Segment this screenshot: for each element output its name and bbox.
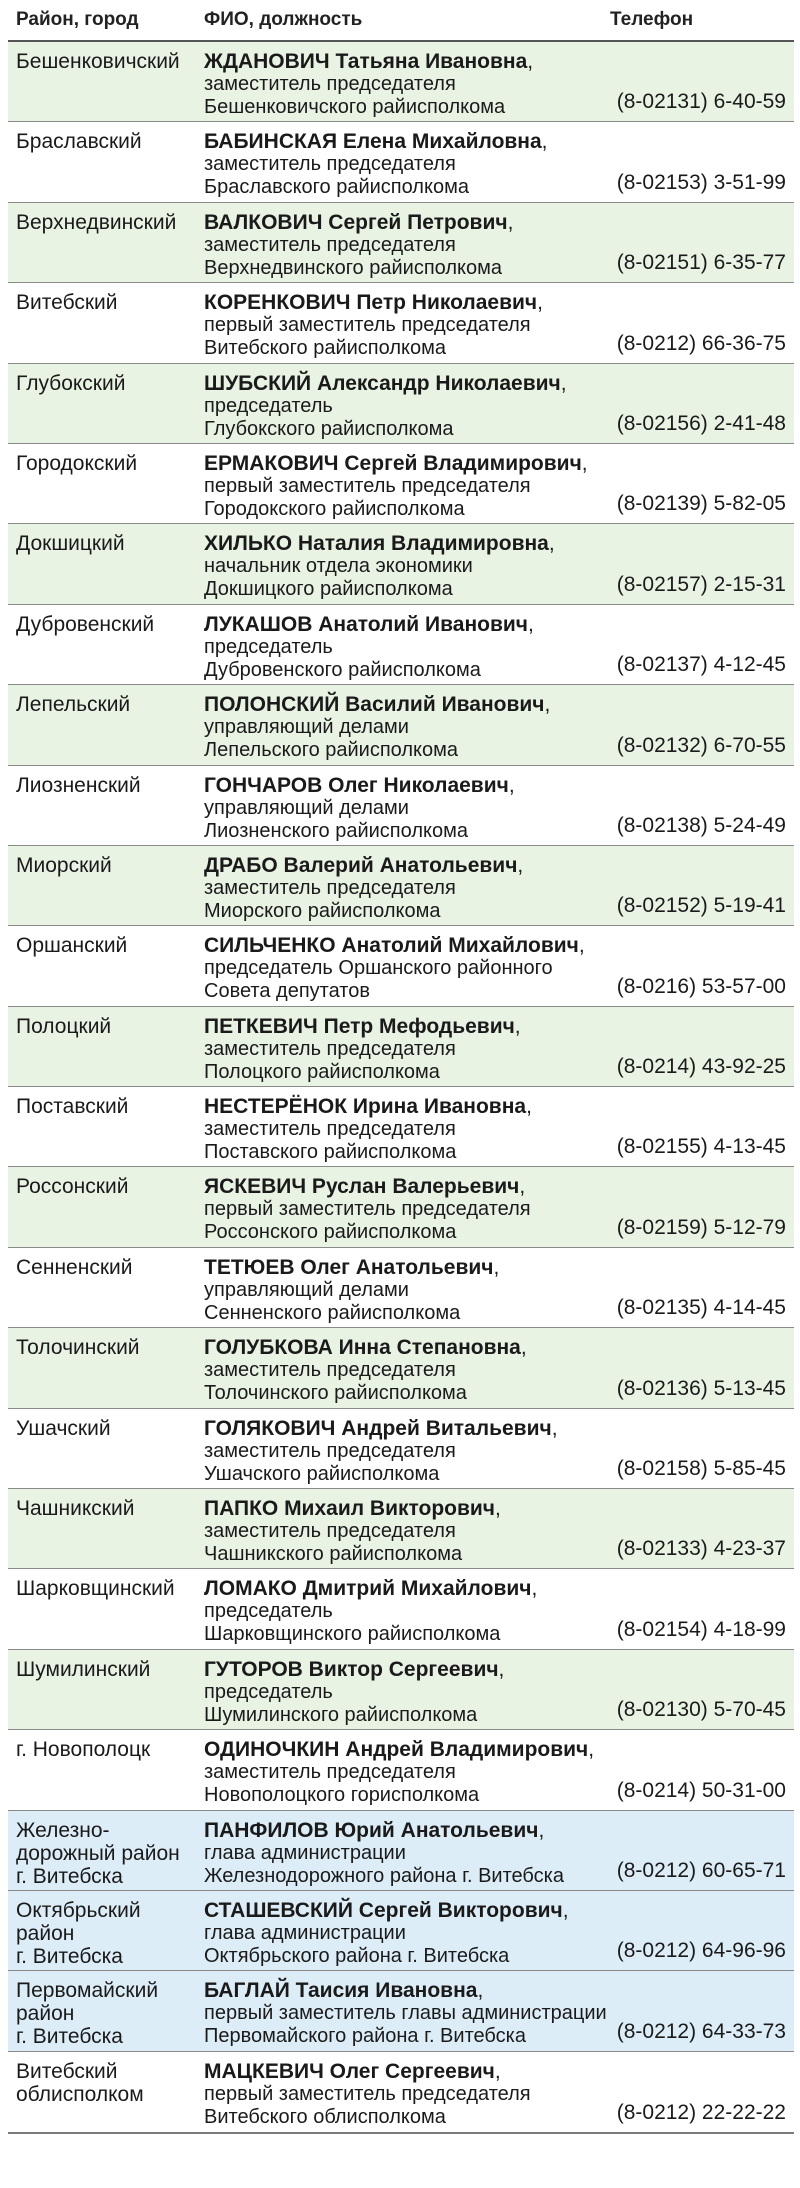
table-row <box>8 605 794 685</box>
person-position: заместитель председателя Браславского райисполкома <box>204 153 469 199</box>
name-separator: , <box>588 1738 595 1762</box>
person-cell <box>204 1015 644 1084</box>
name-separator: , <box>498 1657 505 1681</box>
person-position: заместитель председателя Полоцкого райисполкома <box>204 1037 456 1083</box>
table-row <box>8 203 794 283</box>
person-cell <box>204 130 644 199</box>
phone-cell: (8-02158) 5-85-45 <box>616 1457 786 1481</box>
name-separator: , <box>493 1255 500 1279</box>
person-name: СИЛЬЧЕНКО Анатолий Михайлович <box>204 934 579 958</box>
region-cell: Поставский <box>16 1095 129 1119</box>
person-name: БАГЛАЙ Таисия Ивановна <box>204 1979 478 2003</box>
person-cell <box>204 1095 644 1164</box>
name-separator: , <box>507 210 514 234</box>
table-row <box>8 1409 794 1489</box>
region-cell: Октябрьский район г. Витебска <box>16 1898 141 1968</box>
table-row <box>8 1971 794 2051</box>
person-cell <box>204 1256 644 1325</box>
person-position: глава администрации Железнодорожного района г. Витебска <box>204 1841 564 1887</box>
person-position: глава администрации Октябрьского района г. Витебска <box>204 1921 510 1967</box>
person-cell <box>204 532 644 601</box>
name-separator: , <box>494 2059 501 2083</box>
person-position: заместитель председателя Бешенковичского райисполкома <box>204 73 506 118</box>
person-position: заместитель председателя Ушачского райисполкома <box>204 1439 456 1485</box>
person-position: управляющий делами Лепельского райисполкома <box>204 716 459 762</box>
table-row <box>8 1328 794 1408</box>
person-name: ЖДАНОВИЧ Татьяна Ивановна <box>204 50 528 73</box>
table-row <box>8 122 794 202</box>
name-separator: , <box>526 1095 532 1119</box>
person-name: ВАЛКОВИЧ Сергей Петрович <box>204 210 508 234</box>
person-name: ОДИНОЧКИН Андрей Владимирович <box>204 1738 589 1762</box>
phone-cell: (8-02133) 4-23-37 <box>616 1537 786 1561</box>
person-name: ПАПКО Михаил Викторович <box>204 1497 495 1521</box>
person-position: председатель Оршанского районного Совета депутатов <box>204 957 553 1003</box>
table-row <box>8 1891 794 1971</box>
phone-cell: (8-02152) 5-19-41 <box>616 894 786 918</box>
phone-cell: (8-0216) 53-57-00 <box>616 974 786 998</box>
name-separator: , <box>560 371 567 395</box>
table-row <box>8 766 794 846</box>
person-position: председатель Дубровенского райисполкома <box>204 635 481 681</box>
person-position: первый заместитель председателя Витебского райисполкома <box>204 314 531 360</box>
person-name: ПЕТКЕВИЧ Петр Мефодьевич <box>204 1014 515 1038</box>
person-cell <box>204 1577 644 1646</box>
header-person: ФИО, должность <box>204 9 363 30</box>
person-name: НЕСТЕРЁНОК Ирина Ивановна <box>204 1095 527 1119</box>
region-cell: Витебский облисполком <box>16 2059 144 2106</box>
region-cell: Шарковщинский <box>16 1577 175 1601</box>
person-cell <box>204 693 644 762</box>
phone-cell: (8-02131) 6-40-59 <box>616 90 786 114</box>
phone-cell: (8-0212) 64-96-96 <box>616 1939 786 1963</box>
region-cell: Железно- дорожный район г. Витебска <box>16 1818 180 1888</box>
table-row <box>8 1730 794 1810</box>
name-separator: , <box>514 1014 521 1038</box>
person-cell <box>204 1175 644 1244</box>
region-cell: Первомайский район г. Витебска <box>16 1979 159 2049</box>
name-separator: , <box>519 1175 526 1199</box>
person-position: заместитель председателя Поставского райисполкома <box>204 1118 457 1164</box>
header-phone: Телефон <box>610 9 694 30</box>
phone-cell: (8-02135) 4-14-45 <box>616 1296 786 1320</box>
name-separator: , <box>578 934 585 958</box>
table-header <box>8 0 794 42</box>
name-separator: , <box>531 1577 538 1601</box>
person-cell <box>204 452 644 521</box>
person-cell <box>204 774 644 843</box>
person-name: КОРЕНКОВИЧ Петр Николаевич <box>204 291 538 315</box>
name-separator: , <box>537 291 543 315</box>
region-cell: Городокский <box>16 451 138 475</box>
person-position: начальник отдела экономики Докшицкого райисполкома <box>204 555 473 601</box>
person-cell <box>204 50 644 119</box>
phone-cell: (8-02138) 5-24-49 <box>616 813 786 837</box>
person-name: СТАШЕВСКИЙ Сергей Викторович <box>204 1898 563 1922</box>
person-position: управляющий делами Лиозненского райисполкома <box>204 796 468 842</box>
table-row <box>8 926 794 1006</box>
region-cell: Россонский <box>16 1175 129 1199</box>
region-cell: Лепельский <box>16 693 131 717</box>
table-row <box>8 1248 794 1328</box>
person-name: ЛУКАШОВ Анатолий Иванович <box>204 612 528 636</box>
person-cell <box>204 1819 644 1888</box>
region-cell: Лиозненский <box>16 773 141 797</box>
region-cell: Чашникский <box>16 1497 135 1521</box>
name-separator: , <box>517 853 524 877</box>
phone-cell: (8-0212) 64-33-73 <box>616 2019 786 2043</box>
person-position: председатель Глубокского райисполкома <box>204 394 454 440</box>
person-cell <box>204 372 644 441</box>
name-separator: , <box>527 50 534 73</box>
person-name: БАБИНСКАЯ Елена Михайловна <box>204 130 542 154</box>
phone-cell: (8-0214) 50-31-00 <box>616 1778 786 1802</box>
phone-cell: (8-02157) 2-15-31 <box>616 572 786 596</box>
person-position: первый заместитель председателя Россонского райисполкома <box>204 1198 531 1244</box>
region-cell: Оршанский <box>16 934 128 958</box>
phone-cell: (8-02155) 4-13-45 <box>616 1135 786 1159</box>
person-position: заместитель председателя Чашникского райисполкома <box>204 1520 463 1566</box>
person-name: ГУТОРОВ Виктор Сергеевич <box>204 1657 499 1681</box>
table-row <box>8 685 794 765</box>
person-position: председатель Шарковщинского райисполкома <box>204 1600 501 1646</box>
person-position: первый заместитель председателя Городокского райисполкома <box>204 474 531 520</box>
person-cell <box>204 211 644 280</box>
name-separator: , <box>548 532 555 556</box>
table-row <box>8 2052 794 2132</box>
person-position: заместитель председателя Миорского райисполкома <box>204 876 456 922</box>
region-cell: Полоцкий <box>16 1014 112 1038</box>
table-row <box>8 1087 794 1167</box>
table-row <box>8 1811 794 1891</box>
person-cell <box>204 1738 644 1807</box>
person-cell <box>204 1497 644 1566</box>
person-cell <box>204 1899 644 1968</box>
region-cell: Верхнедвинский <box>16 210 177 234</box>
phone-cell: (8-0214) 43-92-25 <box>616 1055 786 1079</box>
name-separator: , <box>538 1818 545 1842</box>
phone-cell: (8-0212) 60-65-71 <box>616 1858 786 1882</box>
name-separator: , <box>495 1497 501 1521</box>
person-name: ХИЛЬКО Наталия Владимировна <box>204 532 549 556</box>
table-row <box>8 42 794 122</box>
table-row <box>8 846 794 926</box>
name-separator: , <box>581 451 588 475</box>
phone-cell: (8-02154) 4-18-99 <box>616 1617 786 1641</box>
person-cell <box>204 2060 644 2129</box>
region-cell: Сенненский <box>16 1255 133 1279</box>
contacts-table <box>8 0 794 2134</box>
person-cell <box>204 1979 644 2048</box>
table-row <box>8 444 794 524</box>
person-position: первый заместитель председателя Витебского облисполкома <box>204 2082 531 2128</box>
phone-cell: (8-02139) 5-82-05 <box>616 492 786 516</box>
region-cell: Глубокский <box>16 371 126 395</box>
name-separator: , <box>508 773 515 797</box>
phone-cell: (8-0212) 22-22-22 <box>616 2101 786 2125</box>
header-region: Район, город <box>16 9 139 30</box>
phone-cell: (8-02151) 6-35-77 <box>616 251 786 275</box>
phone-cell: (8-02156) 2-41-48 <box>616 411 786 435</box>
name-separator: , <box>551 1416 558 1440</box>
phone-cell: (8-02130) 5-70-45 <box>616 1698 786 1722</box>
table-row <box>8 364 794 444</box>
person-name: ПОЛОНСКИЙ Василий Иванович <box>204 693 545 717</box>
table-row <box>8 1569 794 1649</box>
person-cell <box>204 613 644 682</box>
region-cell: Бешенковичский <box>16 50 180 73</box>
person-name: ГОНЧАРОВ Олег Николаевич <box>204 773 509 797</box>
phone-cell: (8-0212) 66-36-75 <box>616 331 786 355</box>
person-name: ЕРМАКОВИЧ Сергей Владимирович <box>204 451 582 475</box>
region-cell: Ушачский <box>16 1416 111 1440</box>
person-cell <box>204 1658 644 1727</box>
region-cell: г. Новополоцк <box>16 1738 151 1762</box>
person-position: председатель Шумилинского райисполкома <box>204 1680 478 1726</box>
region-cell: Браславский <box>16 130 142 154</box>
person-name: ПАНФИЛОВ Юрий Анатольевич <box>204 1818 539 1842</box>
person-position: заместитель председателя Верхнедвинского райисполкома <box>204 233 502 279</box>
person-name: ЯСКЕВИЧ Руслан Валерьевич <box>204 1175 520 1199</box>
person-cell <box>204 1417 644 1486</box>
table-row <box>8 524 794 604</box>
region-cell: Шумилинский <box>16 1657 151 1681</box>
person-name: МАЦКЕВИЧ Олег Сергеевич <box>204 2059 495 2083</box>
person-name: ТЕТЮЕВ Олег Анатольевич <box>204 1255 494 1279</box>
phone-cell: (8-02132) 6-70-55 <box>616 733 786 757</box>
table-row <box>8 1489 794 1569</box>
table-row <box>8 1007 794 1087</box>
person-name: ДРАБО Валерий Анатольевич <box>204 853 518 877</box>
person-name: ЛОМАКО Дмитрий Михайлович <box>204 1577 532 1601</box>
person-position: заместитель председателя Новополоцкого горисполкома <box>204 1761 480 1807</box>
name-separator: , <box>477 1979 484 2003</box>
person-name: ГОЛУБКОВА Инна Степановна <box>204 1336 521 1360</box>
region-cell: Докшицкий <box>16 532 125 556</box>
person-cell <box>204 934 644 1003</box>
name-separator: , <box>520 1336 527 1360</box>
person-cell <box>204 1336 644 1405</box>
person-name: ШУБСКИЙ Александр Николаевич <box>204 371 561 395</box>
name-separator: , <box>562 1898 569 1922</box>
region-cell: Миорский <box>16 853 112 877</box>
person-cell <box>204 291 644 360</box>
region-cell: Толочинский <box>16 1336 140 1360</box>
name-separator: , <box>527 612 534 636</box>
person-position: заместитель председателя Толочинского райисполкома <box>204 1359 467 1405</box>
phone-cell: (8-02153) 3-51-99 <box>616 170 786 194</box>
phone-cell: (8-02136) 5-13-45 <box>616 1376 786 1400</box>
person-position: первый заместитель главы администрации Первомайского района г. Витебска <box>204 2002 607 2048</box>
table-body <box>8 42 794 2132</box>
region-cell: Витебский <box>16 291 118 315</box>
table-row <box>8 1650 794 1730</box>
name-separator: , <box>541 130 548 154</box>
name-separator: , <box>544 693 551 717</box>
person-name: ГОЛЯКОВИЧ Андрей Витальевич <box>204 1416 552 1440</box>
region-cell: Дубровенский <box>16 612 155 636</box>
phone-cell: (8-02159) 5-12-79 <box>616 1215 786 1239</box>
table-row <box>8 283 794 363</box>
person-cell <box>204 854 644 923</box>
person-position: управляющий делами Сенненского райисполкома <box>204 1278 461 1324</box>
phone-cell: (8-02137) 4-12-45 <box>616 653 786 677</box>
table-row <box>8 1167 794 1247</box>
